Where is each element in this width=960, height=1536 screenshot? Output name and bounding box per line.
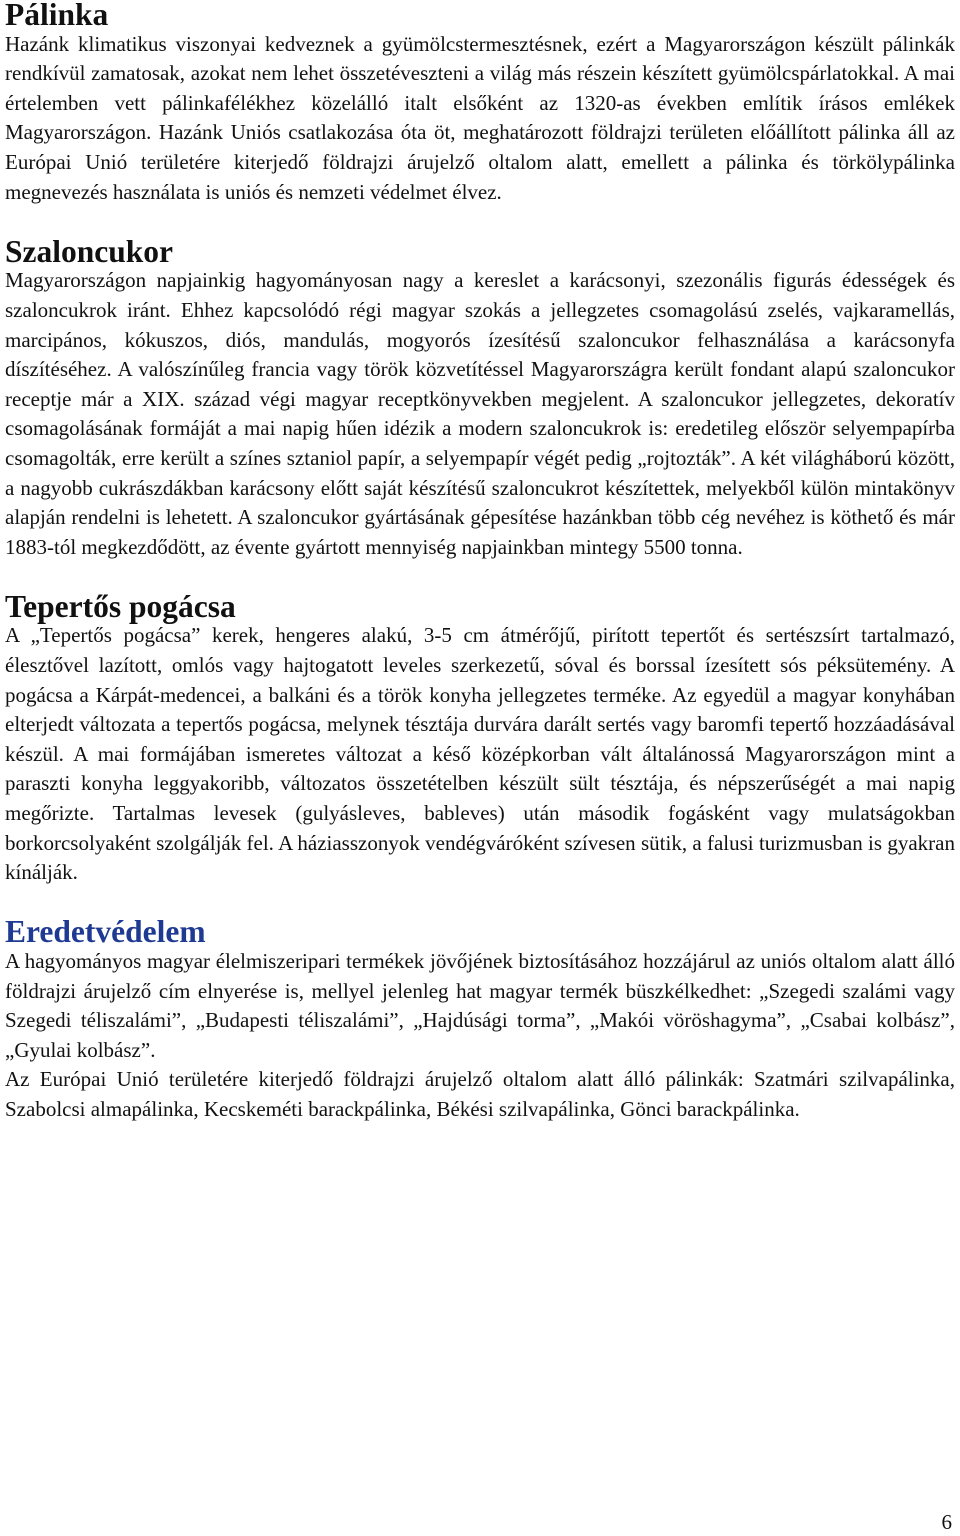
section-heading-palinka: Pálinka xyxy=(5,0,109,32)
section-eredetvedelem xyxy=(5,914,955,1124)
page-number: 6 xyxy=(941,1510,952,1534)
section-paragraph: A hagyományos magyar élelmiszeripari termékek jövőjének biztosításához hozzájárul az uniós oltalom alatt álló földrajzi árujelző cím elnyerése is, mellyel jelenleg hat magyar termék büszkélkedhet: „Szegedi szalámi vagy Szegedi téliszalámi”, „Budapesti téliszalámi”, „Hajdúsági torma”, „Makói vöröshagyma”, „Csabai kolbász”, „Gyulai kolbász”. xyxy=(5,949,955,1062)
section-paragraph: Magyarországon napjainkig hagyományosan nagy a kereslet a karácsonyi, szezonális figurás édességek és szaloncukrok iránt. Ehhez kapcsolódó régi magyar szokás a jellegzetes csomagolású zselés, vajkaramellás, marcipános, kókuszos, diós, mandulás, mogyorós ízesítésű szaloncukor felhasználása a karácsonyfa díszítéséhez. A valószínűleg francia vagy török közvetítéssel Magyarországra került fondant alapú szaloncukor receptje már a XIX. század végi magyar receptkönyvekben megjelent. A szaloncukor jellegzetes, dekoratív csomagolásának formáját a mai napig hűen idézik a modern szaloncukrok is: eredetileg először selyempapírba csomagolták, erre került a színes sztaniol papír, a selyempapír végét pedig „rojtozták”. A két világháború között, a nagyobb cukrászdákban karácsony előtt saját készítésű szaloncukrot készítettek, melyekből külön mintakönyv alapján rendelni is lehetett. A szaloncukor gyártásának gépesítése hazánkban több cég nevéhez is köthető és már 1883-tól megkezdődött, az évente gyártott mennyiség napjainkban mintegy 5500 tonna. xyxy=(5,268,955,559)
section-paragraph: Hazánk klimatikus viszonyai kedveznek a gyümölcstermesztésnek, ezért a Magyarországon készült pálinkák rendkívül zamatosak, azokat nem lehet összetéveszteni a világ más részein készített gyümölcspárlatokkal. A mai értelemben vett pálinkafélékhez közelálló italt elsőként az 1320-as években említik írásos emlékek Magyarországon. Hazánk Uniós csatlakozása óta öt, meghatározott földrajzi területen előállított pálinka áll az Európai Unió területére kiterjedő földrajzi árujelző oltalom alatt, emellett a pálinka és törkölypálinka megnevezés használata is uniós és nemzeti védelmet élvez. xyxy=(5,31,955,204)
section-heading-tepertos-pogacsa: Tepertős pogácsa xyxy=(5,588,236,624)
document-page xyxy=(5,0,955,1125)
section-palinka xyxy=(5,0,955,207)
section-paragraph: Az Európai Unió területére kiterjedő földrajzi árujelző oltalom alatt álló pálinkák: Szatmári szilvapálinka, Szabolcsi almapálinka, Kecskeméti barackpálinka, Békési szilvapálinka, Gönci barackpálinka. xyxy=(5,1067,955,1121)
section-paragraph: A „Tepertős pogácsa” kerek, hengeres alakú, 3-5 cm átmérőjű, pirított tepertőt és sertészsírt tartalmazó, élesztővel lazított, omlós vagy hajtogatott leveles szerkezetű, sóval és borssal ízesített sós péksütemény. A pogácsa a Kárpát-medencei, a balkáni és a török konyha jellegzetes terméke. Az egyedül a magyar konyhában elterjedt változata a tepertős pogácsa, melynek tésztája durvára darált sertés vagy baromfi tepertő hozzáadásával készül. A mai formájában ismeretes változat a késő középkorban vált általánossá Magyarországon mint a paraszti konyha leggyakoribb, változatos összetételben készült sült tésztája, és népszerűségét a mai napig megőrizte. Tartalmas levesek (gulyásleves, bableves) után második fogásként vagy mulatságokban borkorcsolyaként szolgálják fel. A háziasszonyok vendégváróként szívesen sütik, a falusi turizmusban is gyakran kínálják. xyxy=(5,623,955,885)
section-heading-eredetvedelem: Eredetvédelem xyxy=(5,914,206,950)
section-heading-szaloncukor: Szaloncukor xyxy=(5,233,174,269)
section-szaloncukor xyxy=(5,233,955,563)
section-tepertos-pogacsa xyxy=(5,588,955,888)
